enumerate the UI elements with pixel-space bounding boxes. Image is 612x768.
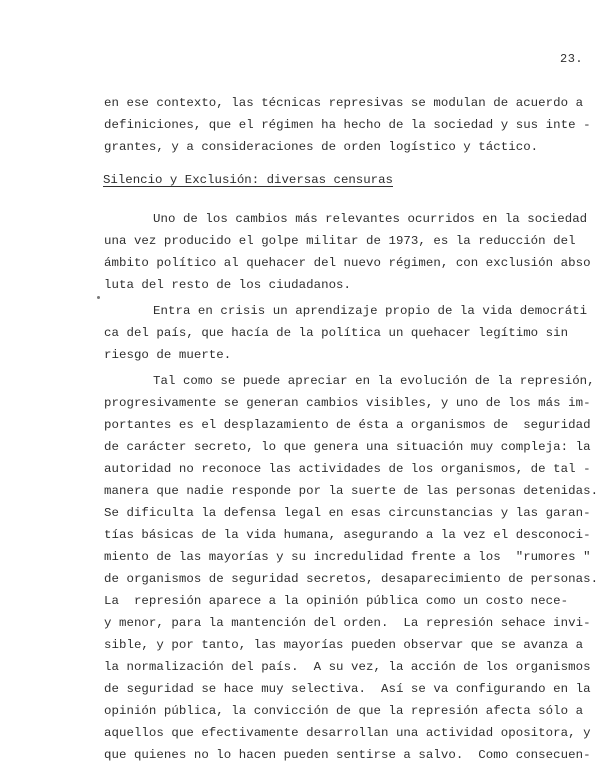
para3-line-14: la normalización del país. A su vez, la acción de los organismos (104, 660, 591, 674)
section-heading: Silencio y Exclusión: diversas censuras (103, 173, 393, 187)
para3-line-13: sible, y por tanto, las mayorías pueden observar que se avanza a (104, 638, 584, 652)
para3-line-2: progresivamente se generan cambios visibles, y uno de los más im- (104, 396, 591, 410)
para3-line-11: La represión aparece a la opinión pública como un costo nece- (104, 594, 569, 608)
para1-line-4: luta del resto de los ciudadanos. (104, 278, 352, 292)
intro-line-3: grantes, y a consideraciones de orden logístico y táctico. (104, 140, 539, 154)
intro-line-1: en ese contexto, las técnicas represivas se modulan de acuerdo a (104, 96, 584, 110)
para1-line-2: una vez producido el golpe militar de 1973, es la reducción del (104, 234, 576, 248)
para3-line-3: portantes es el desplazamiento de ésta a organismos de seguridad (104, 418, 591, 432)
para3-line-16: opinión pública, la convicción de que la represión afecta sólo a (104, 704, 584, 718)
para3-line-18: que quienes no lo hacen pueden sentirse a salvo. Como consecuen- (104, 748, 591, 762)
para2-line-2: ca del país, que hacía de la política un quehacer legítimo sin (104, 326, 569, 340)
para3-line-10: de organismos de seguridad secretos, desaparecimiento de personas. (104, 572, 599, 586)
intro-line-2: definiciones, que el régimen ha hecho de la sociedad y sus inte - (104, 118, 591, 132)
para1-line-3: ámbito político al quehacer del nuevo régimen, con exclusión abso (104, 256, 591, 270)
para3-line-7: Se dificulta la defensa legal en esas circunstancias y las garan- (104, 506, 591, 520)
para3-line-9: miento de las mayorías y su incredulidad frente a los "rumores " (104, 550, 591, 564)
page-number: 23. (560, 52, 584, 66)
para2-line-1: Entra en crisis un aprendizaje propio de la vida democráti (153, 304, 588, 318)
para3-line-6: manera que nadie responde por la suerte de las personas detenidas. (104, 484, 599, 498)
margin-dot (97, 296, 100, 299)
para3-line-15: de seguridad se hace muy selectiva. Así se va configurando en la (104, 682, 591, 696)
para3-line-8: tías básicas de la vida humana, asegurando a la vez el desconoci- (104, 528, 591, 542)
para2-line-3: riesgo de muerte. (104, 348, 232, 362)
para3-line-12: y menor, para la mantención del orden. La represión sehace invi- (104, 616, 591, 630)
para3-line-5: autoridad no reconoce las actividades de los organismos, de tal - (104, 462, 591, 476)
para3-line-4: de carácter secreto, lo que genera una situación muy compleja: la (104, 440, 591, 454)
para1-line-1: Uno de los cambios más relevantes ocurridos en la sociedad (153, 212, 588, 226)
para3-line-1: Tal como se puede apreciar en la evolución de la represión, (153, 374, 595, 388)
para3-line-17: aquellos que efectivamente desarrollan una actividad opositora, y (104, 726, 591, 740)
